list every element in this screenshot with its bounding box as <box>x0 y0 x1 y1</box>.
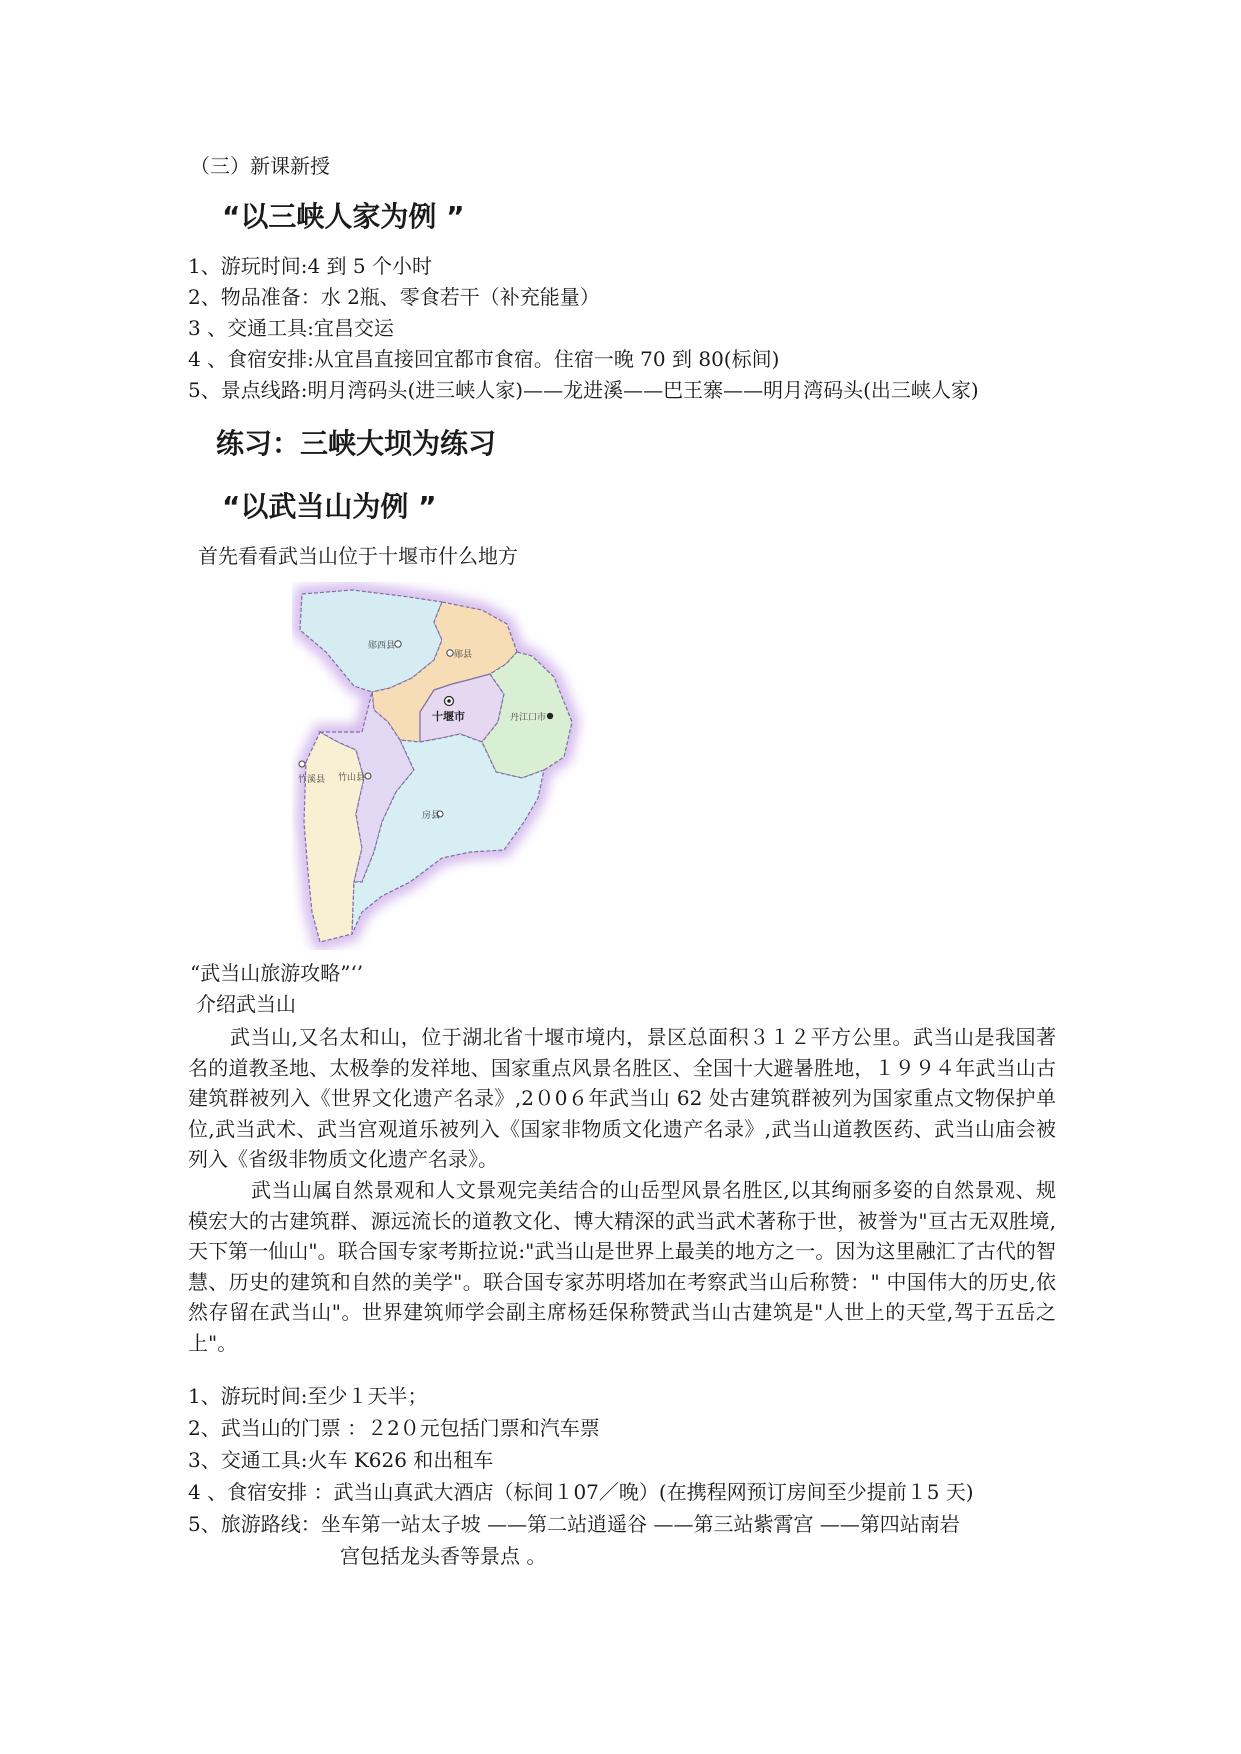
danjiangkou-marker <box>547 713 553 719</box>
yunxian-label: 郧县 <box>454 650 473 660</box>
fangxian-label: 房县 <box>422 811 441 821</box>
example2-heading: “以武当山为例 ” <box>222 490 437 523</box>
yunxi-marker <box>395 641 401 647</box>
paragraph: 武当山,又名太和山，位于湖北省十堰市境内，景区总面积３１２平方公里。武当山是我国著名的道教圣地、太极拳的发祥地、国家重点风景名胜区、全国十大避暑胜地，１９９４年武当山古建筑群被列入《世界文化遗产名录》,2０0６年武当山 62 处古建筑群被列为国家重点文物保护单位,武当武术、武当宫观道乐被列入《国家非物质文化遗产名录》,武当山道教医药、武当山庙会被列入《省级非物质文化遗产名录》。 <box>188 1025 1056 1172</box>
practice-heading: 练习：三峡大坝为练习 <box>216 427 497 460</box>
example2-item: 2、武当山的门票 ：２2０元包括门票和汽车票 <box>188 1416 600 1440</box>
example2-item: 3、交通工具:火车 K626 和出租车 <box>188 1448 494 1472</box>
shiyan-map <box>292 582 637 950</box>
strategy-title: “武当山旅游攻略”‘’ <box>190 961 364 985</box>
shiyan-label: 十堰市 <box>432 710 465 723</box>
section-label: （三）新课新授 <box>190 154 330 178</box>
example1-item: 1、游玩时间:4 到 5 个小时 <box>188 254 432 278</box>
example2-item: 1、游玩时间:至少１天半； <box>188 1384 428 1408</box>
example2-item: 宫包括龙头香等景点 。 <box>340 1544 547 1568</box>
example2-item: 4 、食宿安排 ：武当山真武大酒店（标间１07／晚）(在携程网预订房间至少提前１5 天) <box>188 1480 974 1504</box>
example1-item: 3 、交通工具:宜昌交运 <box>188 316 394 340</box>
danjiangkou-label: 丹江口市 <box>510 713 547 723</box>
example1-item: 4 、食宿安排:从宜昌直接回宜都市食宿。住宿一晚 70 到 80(标间) <box>188 347 780 371</box>
example1-item: 5、景点线路:明月湾码头(进三峡人家)——龙进溪——巴王寨——明月湾码头(出三峡人家) <box>188 378 979 402</box>
yunxian-marker <box>447 650 453 656</box>
paragraph: 武当山属自然景观和人文景观完美结合的山岳型风景名胜区,以其绚丽多姿的自然景观、规模宏大的古建筑群、源远流长的道教文化、博大精深的武当武术著称于世，被誉为"亘古无双胜境,天下第一仙山"。联合国专家考斯拉说:"武当山是世界上最美的地方之一。因为这里融汇了古代的智慧、历史的建筑和自然的美学"。联合国专家苏明塔加在考察武当山后称赞：" 中国伟大的历史,依然存留在武当山"。世界建筑师学会副主席杨廷保称赞武当山古建筑是"人世上的天堂,驾于五岳之上"。 <box>188 1177 1056 1355</box>
example1-heading: “以三峡人家为例 ” <box>222 200 465 233</box>
intro-label: 介绍武当山 <box>196 992 296 1016</box>
zhuxi-label: 竹溪县 <box>298 775 326 785</box>
map-intro: 首先看看武当山位于十堰市什么地方 <box>198 544 518 568</box>
zhuxi-marker <box>299 761 305 767</box>
zhushan-marker <box>365 773 371 779</box>
zhushan-label: 竹山县 <box>338 773 366 783</box>
example2-item: 5、旅游路线：坐车第一站太子坡 ——第二站逍遥谷 ——第三站紫霄宫 ——第四站南岩 <box>188 1512 960 1536</box>
body-text <box>188 1022 1056 1359</box>
yunxi-label: 郧西县 <box>368 641 396 651</box>
example1-item: 2、物品准备：水 2瓶、零食若干（补充能量） <box>188 285 600 309</box>
